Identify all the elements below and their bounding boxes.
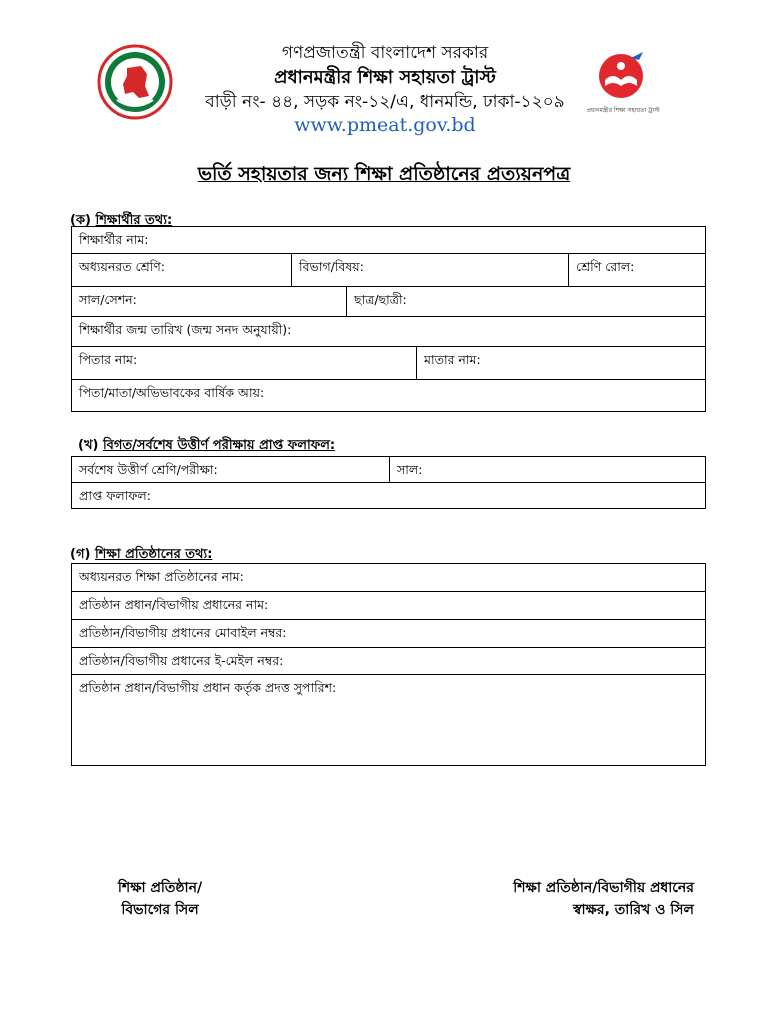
father-name-field[interactable]: পিতার নাম:: [72, 347, 417, 380]
bangladesh-government-seal-icon: [97, 44, 173, 120]
signature-label-line1: শিক্ষা প্রতিষ্ঠান/বিভাগীয় প্রধানের: [513, 880, 694, 896]
section-b-heading: [78, 436, 335, 457]
signature-label-line2: স্বাক্ষর, তারিখ ও সিল: [572, 902, 694, 918]
student-info-table: [71, 226, 706, 412]
head-email-field[interactable]: প্রতিষ্ঠান/বিভাগীয় প্রধানের ই-মেইল নম্বর:: [72, 648, 706, 675]
class-roll-field[interactable]: শ্রেণি রোল:: [569, 254, 706, 287]
pmeat-logo-caption: প্রধানমন্ত্রীর শিক্ষা সহায়তা ট্রাস্ট: [586, 107, 660, 114]
recommendation-field[interactable]: প্রতিষ্ঠান প্রধান/বিভাগীয় প্রধান কর্তৃক প্রদত্ত সুপারিশ:: [72, 675, 706, 766]
pmeat-logo-icon: [583, 50, 663, 120]
session-field[interactable]: সাল/সেশন:: [72, 287, 347, 317]
institution-seal-block: [95, 877, 225, 921]
exam-result-field[interactable]: প্রাপ্ত ফলাফল:: [72, 483, 706, 509]
exam-result-table: [71, 456, 706, 509]
head-name-field[interactable]: প্রতিষ্ঠান প্রধান/বিভাগীয় প্রধানের নাম:: [72, 592, 706, 620]
exam-year-field[interactable]: সাল:: [390, 457, 706, 483]
website-link[interactable]: www.pmeat.gov.bd: [294, 114, 476, 136]
section-a-prefix: (ক): [70, 213, 96, 228]
student-name-field[interactable]: শিক্ষার্থীর নাম:: [72, 227, 706, 254]
institution-name-field[interactable]: অধ্যয়নরত শিক্ষা প্রতিষ্ঠানের নাম:: [72, 564, 706, 592]
seal-label-line2: বিভাগের সিল: [121, 902, 199, 918]
trust-address: বাড়ী নং- ৪৪, সড়ক নং-১২/এ, ধানমন্ডি, ঢাকা-১২০৯: [205, 92, 565, 112]
section-a-label: শিক্ষার্থীর তথ্য:: [95, 213, 173, 228]
section-b-label: বিগত/সর্বশেষ উত্তীর্ণ পরীক্ষায় প্রাপ্ত ফলাফল:: [102, 438, 336, 453]
trust-name: প্রধানমন্ত্রীর শিক্ষা সহায়তা ট্রাস্ট: [274, 67, 496, 88]
head-mobile-field[interactable]: প্রতিষ্ঠান/বিভাগীয় প্রধানের মোবাইল নম্বর:: [72, 620, 706, 648]
annual-income-field[interactable]: পিতা/মাতা/অভিভাবকের বার্ষিক আয়:: [72, 380, 706, 412]
department-field[interactable]: বিভাগ/বিষয়:: [292, 254, 569, 287]
class-field[interactable]: অধ্যয়নরত শ্রেণি:: [72, 254, 292, 287]
document-title: ভর্তি সহায়তার জন্য শিক্ষা প্রতিষ্ঠানের প্রত্যয়নপত্র: [197, 163, 571, 185]
government-name: গণপ্রজাতন্ত্রী বাংলাদেশ সরকার: [281, 43, 489, 63]
institution-info-table: [71, 563, 706, 766]
head-signature-block: [434, 877, 694, 921]
last-exam-field[interactable]: সর্বশেষ উত্তীর্ণ শ্রেণি/পরীক্ষা:: [72, 457, 390, 483]
date-of-birth-field[interactable]: শিক্ষার্থীর জন্ম তারিখ (জন্ম সনদ অনুযায়ী):: [72, 317, 706, 347]
mother-name-field[interactable]: মাতার নাম:: [417, 347, 706, 380]
gender-field[interactable]: ছাত্র/ছাত্রী:: [347, 287, 706, 317]
section-c-prefix: (গ): [70, 547, 95, 562]
section-b-prefix: (খ): [78, 438, 103, 453]
seal-label-line1: শিক্ষা প্রতিষ্ঠান/: [117, 880, 203, 896]
section-c-label: শিক্ষা প্রতিষ্ঠানের তথ্য:: [94, 547, 213, 562]
